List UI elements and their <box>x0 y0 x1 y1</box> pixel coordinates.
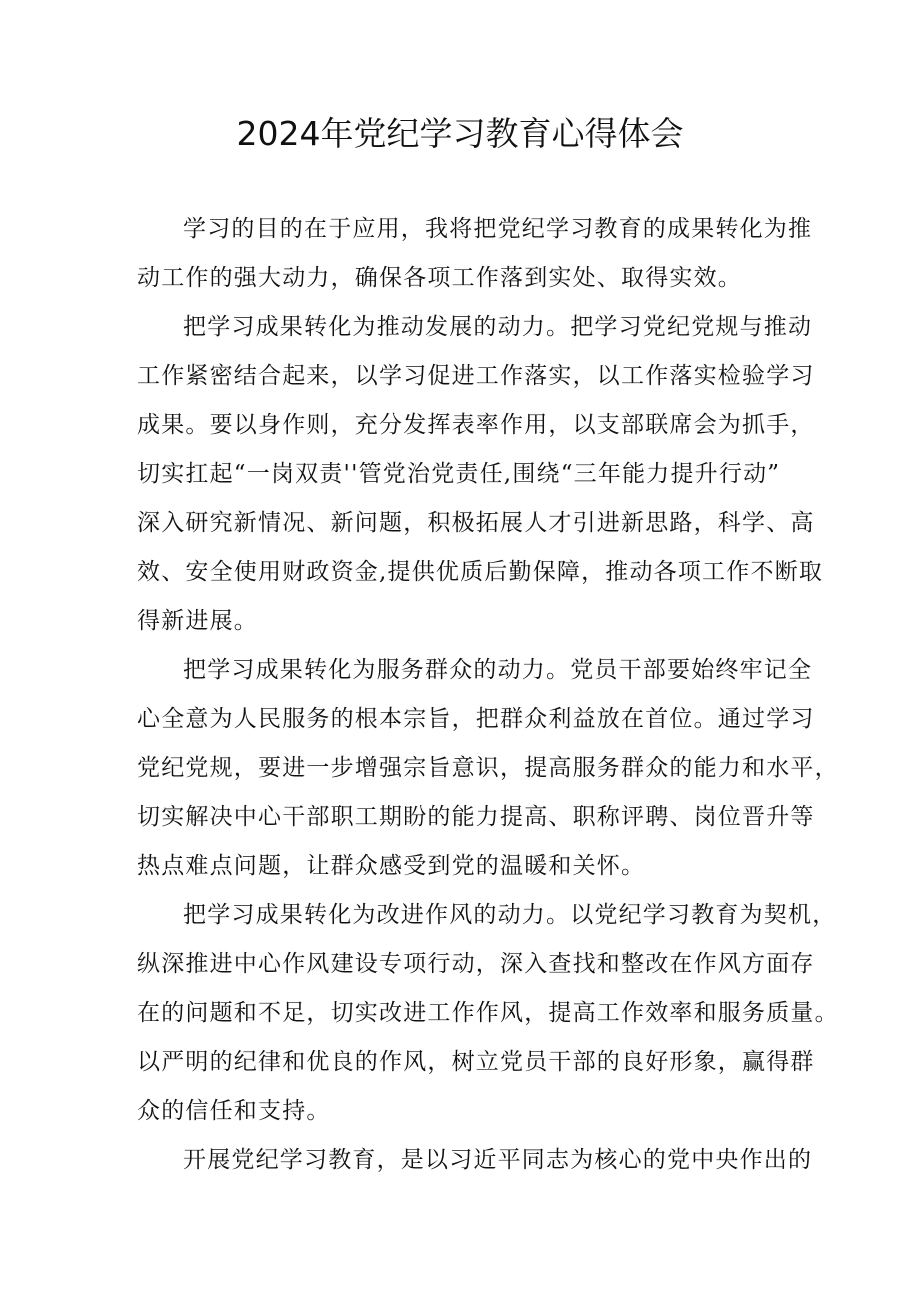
text-line: 切实解决中心干部职工期盼的能力提高、职称评聘、岗位晋升等 <box>137 804 815 830</box>
text-line: 动工作的强大动力，确保各项工作落到实处、取得实效。 <box>137 265 742 291</box>
text-line: 把学习成果转化为推动发展的动力。把学习党纪党规与推动 <box>183 314 813 340</box>
text-line: 学习的目的在于应用，我将把党纪学习教育的成果转化为推 <box>183 216 813 242</box>
text-line: 得新进展。 <box>137 608 258 634</box>
text-line: 把学习成果转化为改进作风的动力。以党纪学习教育为契机， <box>183 902 837 928</box>
text-line: 心全意为人民服务的根本宗旨，把群众利益放在首位。通过学习 <box>137 706 815 732</box>
text-line: 党纪党规，要进一步增强宗旨意识，提高服务群众的能力和水平， <box>137 755 839 781</box>
text-line: 热点难点问题，让群众感受到党的温暖和关怀。 <box>137 853 646 879</box>
text-line: 众的信任和支持。 <box>137 1098 331 1124</box>
text-line: 深入研究新情况、新问题，积极拓展人才引进新思路，科学、高 <box>137 510 815 536</box>
text-line: 开展党纪学习教育，是以习近平同志为核心的党中央作出的 <box>183 1147 813 1173</box>
text-line: 切实扛起“一岗双责''管党治党责任,围绕“三年能力提升行动” <box>137 461 781 487</box>
text-line: 成果。要以身作则，充分发挥表率作用，以支部联席会为抓手， <box>137 412 815 438</box>
document-body <box>137 205 839 1185</box>
text-line: 效、安全使用财政资金,提供优质后勤保障，推动各项工作不断取 <box>137 559 824 585</box>
text-line: 纵深推进中心作风建设专项行动，深入查找和整改在作风方面存 <box>137 951 815 977</box>
document-title: 2024年党纪学习教育心得体会 <box>236 114 684 153</box>
text-line: 以严明的纪律和优良的作风，树立党员干部的良好形象，赢得群 <box>137 1049 815 1075</box>
text-line: 在的问题和不足，切实改进工作作风，提高工作效率和服务质量。 <box>137 1000 839 1026</box>
text-line: 工作紧密结合起来，以学习促进工作落实，以工作落实检验学习 <box>137 363 815 389</box>
text-line: 把学习成果转化为服务群众的动力。党员干部要始终牢记全 <box>183 657 813 683</box>
